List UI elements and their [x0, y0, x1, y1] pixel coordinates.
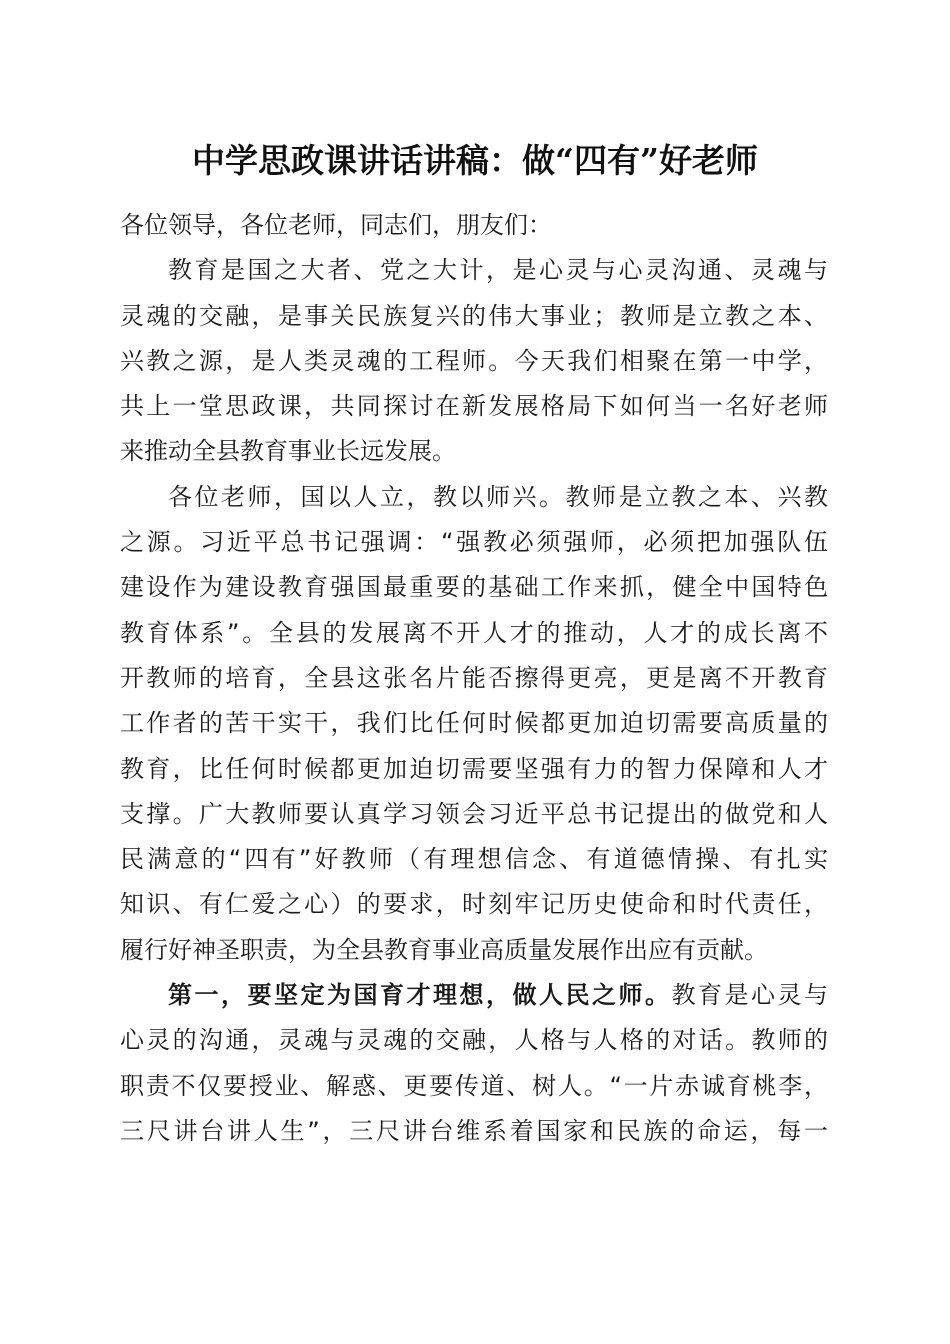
paragraph-line: 灵魂的交融，是事关民族复兴的伟大事业；教师是立教之本、: [120, 301, 828, 330]
paragraph-line: 民满意的“四有”好教师（有理想信念、有道德情操、有扎实: [120, 845, 828, 874]
page-title: 中学思政课讲话讲稿：做“四有”好老师: [192, 141, 758, 180]
paragraph-line: 职责不仅要授业、解惑、更要传道、树人。“一片赤诚育桃李，: [120, 1071, 828, 1100]
paragraph-text: 教育是心灵与: [671, 981, 828, 1010]
section-heading: 第一，要坚定为国育才理想，做人民之师。: [168, 981, 672, 1010]
paragraph-line: 三尺讲台讲人生”，三尺讲台维系着国家和民族的命运，每一: [120, 1116, 828, 1145]
paragraph-3: [120, 973, 828, 1154]
paragraph-line: 各位老师，国以人立，教以师兴。教师是立教之本、兴教: [168, 482, 828, 511]
paragraph-line: 知识、有仁爱之心）的要求，时刻牢记历史使命和时代责任，: [120, 890, 828, 919]
paragraph-line: 共上一堂思政课，共同探讨在新发展格局下如何当一名好老师: [120, 392, 828, 421]
paragraph-line: 建设作为建设教育强国最重要的基础工作来抓，健全中国特色: [120, 573, 828, 602]
paragraph-line: 心灵的沟通，灵魂与灵魂的交融，人格与人格的对话。教师的: [120, 1026, 828, 1055]
paragraph-2: [120, 475, 828, 973]
paragraph-line: 来推动全县教育事业长远发展。: [120, 437, 456, 466]
paragraph-first-line: [120, 973, 828, 1018]
paragraph-1: [120, 248, 828, 474]
paragraph-line: 支撑。广大教师要认真学习领会习近平总书记提出的做党和人: [120, 799, 828, 828]
paragraph-line: 开教师的培育，全县这张名片能否擦得更亮，更是离不开教育: [120, 663, 828, 692]
salutation: 各位领导，各位老师，同志们，朋友们：: [120, 211, 552, 239]
paragraph-line: 教育是国之大者、党之大计，是心灵与心灵沟通、灵魂与: [168, 256, 828, 285]
paragraph-line: 履行好神圣职责，为全县教育事业高质量发展作出应有贡献。: [120, 935, 768, 964]
paragraph-line: 教育体系”。全县的发展离不开人才的推动，人才的成长离不: [120, 618, 828, 647]
paragraph-line: 教育，比任何时候都更加迫切需要坚强有力的智力保障和人才: [120, 754, 828, 783]
paragraph-line: 之源。习近平总书记强调：“强教必须强师，必须把加强队伍: [120, 528, 828, 557]
document-body: [120, 203, 828, 1154]
paragraph-line: 兴教之源，是人类灵魂的工程师。今天我们相聚在第一中学，: [120, 346, 828, 375]
paragraph-line: 工作者的苦干实干，我们比任何时候都更加迫切需要高质量的: [120, 709, 828, 738]
